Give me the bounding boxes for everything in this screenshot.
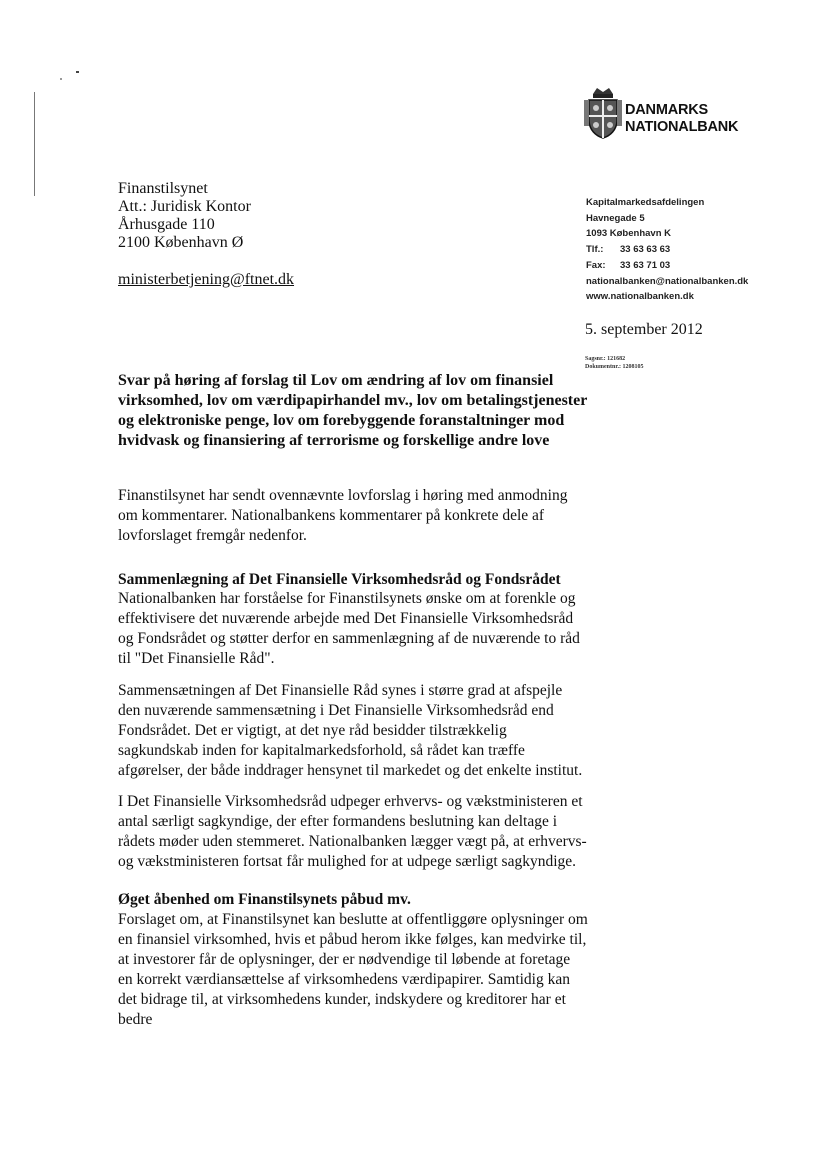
scan-margin-line: [34, 92, 35, 196]
paragraph: Forslaget om, at Finanstilsynet kan beslutte at offentliggøre oplysninger om en finansiel virksomhed, hvis et påbud herom ikke følges, kan medvirke til, at investorer får de oplysninger, der er nødvendige til løbende at foretage en korrekt værdiansættelse af virksomhedens værdipapirer. Samtidig kan det bidrage til, at virksomhedens kunder, indskydere og kreditorer har et bedre: [118, 911, 588, 1028]
recipient-address: [118, 180, 251, 252]
letter-date: 5. september 2012: [585, 321, 703, 338]
document-number: Dokumentnr.: 1208105: [585, 364, 644, 370]
logo-line-2: NATIONALBANK: [625, 119, 739, 135]
section-heading: Sammenlægning af Det Finansielle Virksomhedsråd og Fondsrådet: [118, 571, 561, 588]
scan-speck: [76, 71, 79, 73]
intro-paragraph: Finanstilsynet har sendt ovennævnte lovforslag i høring med anmodning om kommentarer. Nationalbankens kommentarer på konkrete dele af lovforslaget fremgår nedenfor.: [118, 487, 568, 544]
royal-crest-icon: [583, 86, 623, 140]
paragraph: Nationalbanken har forståelse for Finanstilsynets ønske om at forenkle og effektivisere det nuværende arbejde med Det Finansielle Virksomhedsråd og Fondsrådet og støtter derfor en sammenlægning af de nuværende to råd til "Det Finansielle Råd".: [118, 590, 580, 667]
fax-number: 33 63 71 03: [620, 259, 671, 271]
recipient-email: ministerbetjening@ftnet.dk: [118, 271, 295, 288]
sender-postal: 1093 København K: [586, 228, 671, 240]
case-number: Sagsnr.: 121682: [585, 356, 626, 362]
sender-phone-row: [586, 242, 748, 258]
fax-label: Fax:: [586, 259, 606, 271]
section-heading: Øget åbenhed om Finanstilsynets påbud mv.: [118, 891, 411, 908]
sender-website: www.nationalbanken.dk: [586, 291, 694, 303]
sender-info: [586, 195, 748, 305]
sender-department: Kapitalmarkedsafdelingen: [586, 197, 705, 208]
recipient-street: Århusgade 110: [118, 216, 215, 233]
sender-street: Havnegade 5: [586, 212, 645, 224]
phone-label: Tlf.:: [586, 244, 604, 256]
paragraph: Sammensætningen af Det Finansielle Råd synes i større grad at afspejle den nuværende sammensætning i Det Finansielle Virksomhedsråd end Fondsrådet. Det er vigtigt, at det nye råd besidder tilstrækkelig sagkundskab inden for kapitalmarkedsforhold, så rådet kan træffe afgørelser, der både inddrager hensynet til markedet og det enkelte institut.: [118, 682, 583, 779]
recipient-city: 2100 København Ø: [118, 234, 244, 251]
nationalbank-logo: [583, 86, 738, 140]
scan-speck: [60, 78, 62, 80]
phone-number: 33 63 63 63: [620, 244, 671, 256]
paragraph: I Det Finansielle Virksomhedsråd udpeger erhvervs- og vækstministeren et antal særligt sagkyndige, der efter formandens beslutning kan deltage i rådets møder uden stemmeret. Nationalbanken lægger vægt på, at erhvervs- og vækstministeren fortsat får mulighed for at udpege særligt sagkyndige.: [118, 793, 587, 870]
sender-email: nationalbanken@nationalbanken.dk: [586, 275, 749, 287]
logo-line-1: DANMARKS: [625, 102, 708, 118]
letter-subject: Svar på høring af forslag til Lov om ændring af lov om finansiel virksomhed, lov om værdipapirhandel mv., lov om betalingstjenester og elektroniske penge, lov om forebyggende foranstaltninger mod hvidvask og finansiering af terrorisme og forskellige andre love: [118, 372, 588, 449]
recipient-attention: Att.: Juridisk Kontor: [118, 198, 251, 215]
recipient-name: Finanstilsynet: [118, 180, 208, 197]
reference-numbers: [585, 355, 643, 371]
sender-fax-row: [586, 258, 748, 274]
